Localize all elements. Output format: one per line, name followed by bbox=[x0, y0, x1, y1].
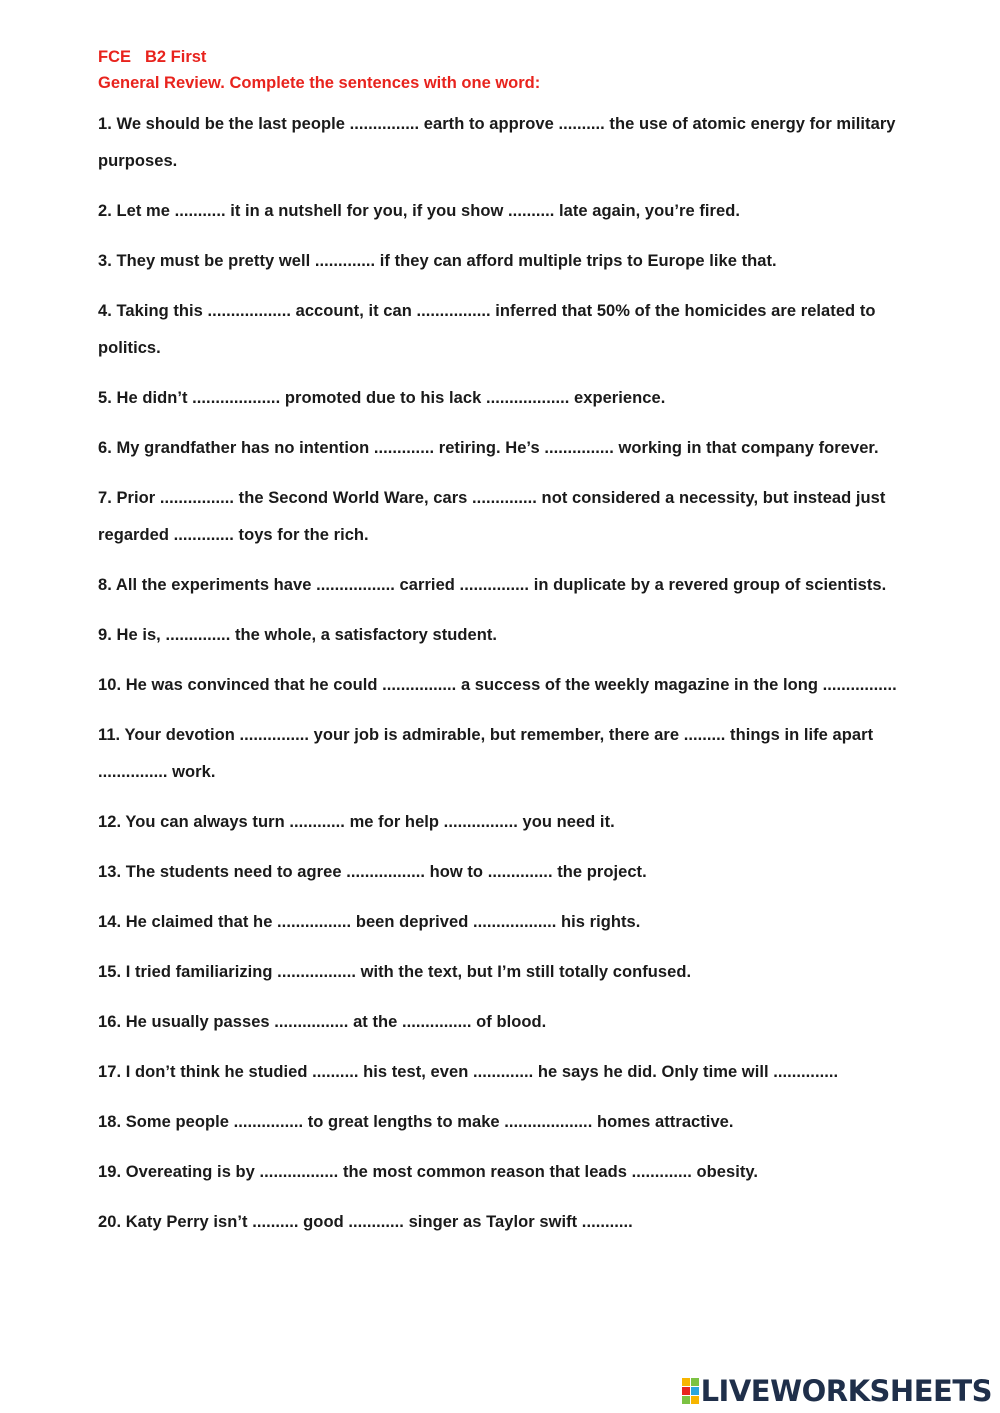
question-20: 20. Katy Perry isn’t .......... good ............ singer as Taylor swift ........... bbox=[98, 1213, 633, 1231]
question-11: 11. Your devotion ............... your job is admirable, but remember, there are ......... things in life apart ............... work. bbox=[98, 726, 874, 781]
question-19: 19. Overeating is by ................. the most common reason that leads ............. obesity. bbox=[98, 1163, 759, 1181]
question-16: 16. He usually passes ................ at the ............... of blood. bbox=[98, 1013, 547, 1031]
question-4: 4. Taking this .................. account, it can ................ inferred that 50% of the homicides are related to politics. bbox=[98, 302, 876, 357]
question-14: 14. He claimed that he ................ been deprived .................. his rights. bbox=[98, 913, 641, 931]
liveworksheets-logo[interactable] bbox=[682, 1373, 992, 1409]
question-13: 13. The students need to agree ................. how to .............. the project. bbox=[98, 863, 647, 881]
question-8: 8. All the experiments have ................. carried ............... in duplicate by a revered group of scientists. bbox=[98, 576, 887, 594]
question-3: 3. They must be pretty well ............. if they can afford multiple trips to Europe like that. bbox=[98, 252, 777, 270]
question-5: 5. He didn’t ................... promoted due to his lack .................. experience. bbox=[98, 389, 666, 407]
question-7: 7. Prior ................ the Second World Ware, cars .............. not considered a necessity, but instead just regarded ............. toys for the rich. bbox=[98, 489, 886, 544]
instructions: General Review. Complete the sentences with one word: bbox=[98, 74, 541, 92]
question-1: 1. We should be the last people ............... earth to approve .......... the use of atomic energy for military purposes. bbox=[98, 115, 896, 170]
logo-text: LIVEWORKSHEETS bbox=[700, 1374, 992, 1408]
question-9: 9. He is, .............. the whole, a satisfactory student. bbox=[98, 626, 498, 644]
exam-title bbox=[98, 44, 928, 70]
question-2: 2. Let me ........... it in a nutshell for you, if you show .......... late again, you’re fired. bbox=[98, 202, 740, 220]
question-12: 12. You can always turn ............ me for help ................ you need it. bbox=[98, 813, 615, 831]
question-6: 6. My grandfather has no intention ............. retiring. He’s ............... working in that company forever. bbox=[98, 439, 879, 457]
question-17: 17. I don’t think he studied .......... his test, even ............. he says he did. Only time will .............. bbox=[98, 1063, 839, 1081]
question-15: 15. I tried familiarizing ................. with the text, but I’m still totally confused. bbox=[98, 963, 692, 981]
exam-name: FCE bbox=[98, 48, 131, 66]
question-10: 10. He was convinced that he could ................ a success of the weekly magazine in the long ................ bbox=[98, 676, 897, 694]
liveworksheets-logo-icon bbox=[682, 1378, 699, 1404]
exam-level: B2 First bbox=[145, 48, 207, 66]
worksheet bbox=[98, 44, 928, 1254]
question-18: 18. Some people ............... to great lengths to make ................... homes attractive. bbox=[98, 1113, 734, 1131]
question-list bbox=[98, 106, 928, 1241]
